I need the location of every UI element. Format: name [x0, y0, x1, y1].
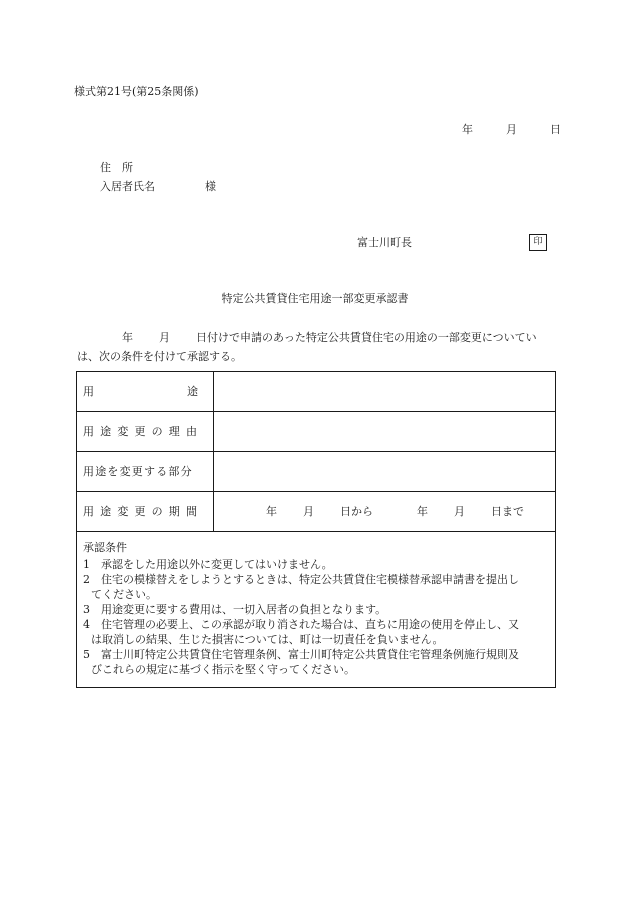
condition-text-cont: てください。: [91, 588, 157, 601]
conditions-heading: 承認条件: [83, 541, 127, 554]
table-row: [77, 372, 556, 412]
label-char: 用: [83, 505, 94, 518]
label-text: 用途を変更する部分: [83, 465, 193, 478]
label-char: 途: [100, 425, 112, 438]
label-char: 理: [168, 425, 180, 438]
intro-line-1: [122, 332, 537, 343]
row-label-change-reason: [77, 412, 214, 452]
date-month: 月: [506, 123, 517, 136]
condition-number: 5: [83, 648, 90, 661]
resident-name-line: [100, 181, 216, 192]
condition-text-cont: は取消しの結果、生じた損害については、町は一切責任を負いません。: [91, 633, 444, 646]
label-char: 間: [185, 505, 197, 518]
date-year: 年: [462, 123, 473, 136]
condition-number: 4: [83, 618, 90, 631]
condition-text: 住宅の模様替えをしようとするときは、特定公共賃貸住宅模様替承認申請書を提出し: [101, 573, 519, 586]
condition-text-cont: びこれらの規定に基づく指示を堅く守ってください。: [91, 663, 355, 676]
issuer-title: 富士川町長: [357, 236, 412, 249]
period-range: [214, 506, 555, 517]
row-label-changed-part: [77, 452, 214, 492]
table-row: [77, 492, 556, 532]
intro-text: 日付けで申請のあった特定公共賃貸住宅の用途の一部変更についてい: [196, 331, 537, 344]
change-period-value[interactable]: [214, 492, 556, 532]
period-to-day: 日まで: [491, 505, 524, 518]
condition-number: 2: [83, 573, 90, 586]
label-char: の: [151, 505, 163, 518]
condition-text: 用途変更に要する費用は、一切入居者の負担となります。: [101, 603, 387, 616]
intro-year: 年: [122, 331, 133, 344]
row-label-usage: [77, 372, 214, 412]
row-label-change-period: [77, 492, 214, 532]
condition-item: [83, 617, 549, 647]
seal-mark: 印: [529, 234, 547, 251]
label-char: 用: [83, 385, 94, 398]
date-day: 日: [550, 123, 561, 136]
table-row: [77, 452, 556, 492]
change-reason-value[interactable]: [214, 412, 556, 452]
address-label: 住 所: [100, 161, 133, 174]
changed-part-value[interactable]: [214, 452, 556, 492]
period-to-month: 月: [454, 505, 465, 518]
resident-name-label: 入居者氏名: [100, 180, 155, 193]
intro-month: 月: [159, 331, 170, 344]
honorific: 様: [205, 180, 216, 193]
period-from-year: 年: [266, 505, 277, 518]
document-title: 特定公共賃貸住宅用途一部変更承認書: [221, 292, 409, 305]
period-to-year: 年: [417, 505, 428, 518]
intro-line-2: は、次の条件を付けて承認する。: [77, 350, 242, 363]
label-char: 用: [83, 425, 94, 438]
condition-item: [83, 557, 549, 572]
label-char: 変: [117, 505, 129, 518]
condition-text: 富士川町特定公共賃貸住宅管理条例、富士川町特定公共賃貸住宅管理条例施行規則及: [101, 648, 519, 661]
conditions-cell: [77, 532, 556, 688]
condition-item: [83, 572, 549, 602]
table-row: [77, 412, 556, 452]
label-char: 更: [134, 425, 146, 438]
condition-item: [83, 647, 549, 677]
condition-number: 1: [83, 558, 90, 571]
application-table: [76, 371, 556, 688]
label-char: 変: [117, 425, 129, 438]
label-char: の: [151, 425, 163, 438]
condition-number: 3: [83, 603, 90, 616]
issue-date: [462, 124, 561, 135]
conditions-row: [77, 532, 556, 688]
usage-value[interactable]: [214, 372, 556, 412]
condition-text: 承認をした用途以外に変更してはいけません。: [101, 558, 333, 571]
label-char: 期: [168, 505, 180, 518]
condition-text: 住宅管理の必要上、この承認が取り消された場合は、直ちに用途の使用を停止し、又: [101, 618, 519, 631]
label-char: 由: [185, 425, 197, 438]
period-from-month: 月: [303, 505, 314, 518]
form-number: 様式第21号(第25条関係): [74, 85, 199, 98]
condition-item: [83, 602, 549, 617]
label-char: 途: [187, 385, 198, 398]
label-char: 途: [100, 505, 112, 518]
period-from-day: 日から: [340, 505, 373, 518]
label-char: 更: [134, 505, 146, 518]
